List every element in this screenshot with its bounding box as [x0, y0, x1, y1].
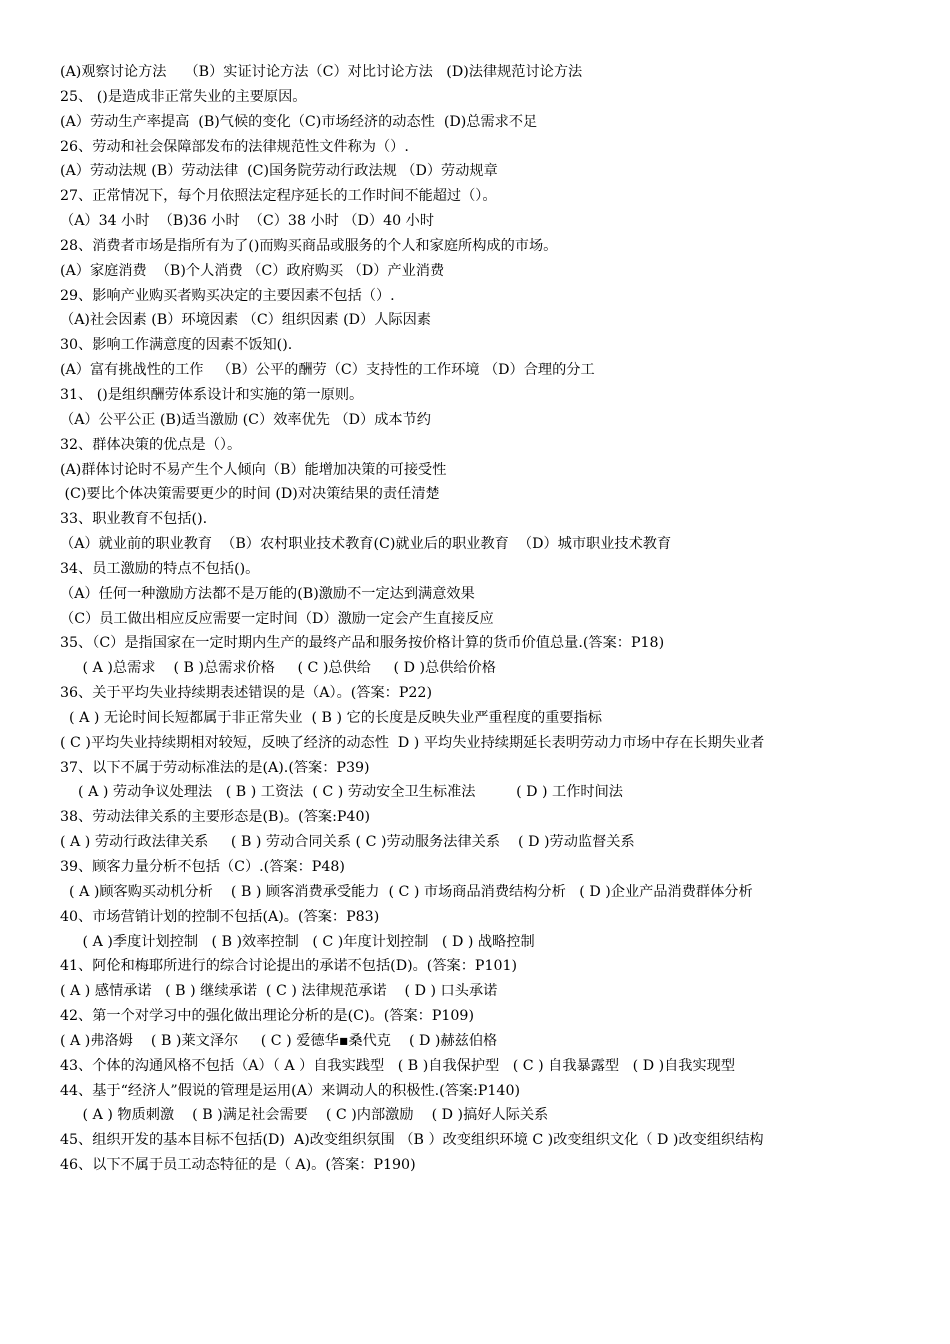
text-line: (A）劳动法规 (B）劳动法律 (C)国务院劳动行政法规 （D）劳动规章 [60, 163, 498, 180]
text-line: (A）劳动生产率提高 (B)气候的变化（C)市场经济的动态性 (D)总需求不足 [60, 113, 538, 130]
question-line: 38、劳动法律关系的主要形态是(B)。(答案:P40) [60, 809, 370, 826]
text-line: ( A ) 物质刺激 ( B )满足社会需要 ( C )内部激励 ( D )搞好人际关系 [60, 1107, 549, 1124]
question-line: 44、基于“经济人”假说的管理是运用(A）来调动人的积极性.(答案:P140) [60, 1082, 521, 1099]
text-line: ( C )平均失业持续期相对较短，反映了经济的动态性 D ) 平均失业持续期延长表明劳动力市场中存在长期失业者 [60, 734, 765, 751]
question-line: 37、以下不属于劳动标准法的是(A).(答案：P39) [60, 759, 370, 776]
question-line: 45、组织开发的基本目标不包括(D) A)改变组织氛围 （B ）改变组织环境 C )改变组织文化（ D )改变组织结构 [60, 1132, 764, 1149]
question-line: 28、消费者市场是指所有为了()而购买商品或服务的个人和家庭所构成的市场。 [60, 237, 558, 254]
question-line: 29、影响产业购买者购买决定的主要因素不包括（）. [60, 287, 395, 304]
text-line: （A）就业前的职业教育 （B）农村职业技术教育(C)就业后的职业教育 （D）城市职业技术教育 [60, 536, 672, 553]
question-line: 40、市场营销计划的控制不包括(A)。(答案：P83) [60, 908, 380, 925]
text-line: ( A )总需求 ( B )总需求价格 ( C )总供给 ( D )总供给价格 [60, 660, 496, 677]
question-line: 46、以下不属于员工动态特征的是（ A)。(答案：P190) [60, 1157, 416, 1174]
text-line: (A）富有挑战性的工作 （B）公平的酬劳（C）支持性的工作环境 （D）合理的分工 [60, 362, 595, 379]
text-line: ( A ) 无论时间长短都属于非正常失业 ( B ) 它的长度是反映失业严重程度的重要指标 [60, 709, 602, 726]
text-line: ( A )顾客购买动机分析 ( B ) 顾客消费承受能力 ( C ) 市场商品消费结构分析 ( D )企业产品消费群体分析 [60, 883, 753, 900]
question-line: 27、正常情况下，每个月依照法定程序延长的工作时间不能超过（）。 [60, 188, 497, 205]
question-line: 26、劳动和社会保障部发布的法律规范性文件称为（）. [60, 138, 409, 155]
question-line: 31、 ()是组织酬劳体系设计和实施的第一原则。 [60, 386, 364, 403]
question-line: 30、影响工作满意度的因素不饭知(). [60, 337, 293, 354]
question-line: 34、员工激励的特点不包括()。 [60, 560, 260, 577]
text-line: (A)群体讨论时不易产生个人倾向（B）能增加决策的可接受性 [60, 461, 447, 478]
question-line: 32、群体决策的优点是（）。 [60, 436, 242, 453]
document-page [60, 60, 890, 1178]
text-line: （A）34 小时 （B)36 小时 （C）38 小时 （D）40 小时 [60, 213, 435, 230]
text-line: （A）公平公正 (B)适当激励 (C）效率优先 （D）成本节约 [60, 411, 431, 428]
question-line: 36、关于平均失业持续期表述错误的是（A）。(答案：P22) [60, 685, 432, 702]
text-line: (A)观察讨论方法 （B）实证讨论方法（C）对比讨论方法 (D)法律规范讨论方法 [60, 64, 583, 80]
text-line: （C）员工做出相应反应需要一定时间（D）激励一定会产生直接反应 [60, 610, 494, 627]
text-line: （A）任何一种激励方法都不是万能的(B)激励不一定达到满意效果 [60, 585, 475, 602]
question-line: 39、顾客力量分析不包括（C）.(答案：P48) [60, 859, 345, 875]
question-line: 25、 ()是造成非正常失业的主要原因。 [60, 88, 307, 105]
text-line: ( A )季度计划控制 ( B )效率控制 ( C )年度计划控制 ( D ) 战略控制 [60, 933, 535, 950]
question-line: 33、职业教育不包括(). [60, 511, 208, 528]
text-line: (A）家庭消费 （B)个人消费 （C）政府购买 （D）产业消费 [60, 262, 445, 279]
text-line: ( A ) 感情承诺 ( B ) 继续承诺 ( C ) 法律规范承诺 ( D ) 口头承诺 [60, 983, 498, 1000]
text-line: (C)要比个体决策需要更少的时间 (D)对决策结果的责任清楚 [60, 486, 440, 503]
text-line: ( A ) 劳动行政法律关系 ( B ) 劳动合同关系 ( C )劳动服务法律关系 ( D )劳动监督关系 [60, 834, 635, 851]
question-line: 43、个体的沟通风格不包括（A）（ A ）自我实践型 ( B )自我保护型 ( C ) 自我暴露型 ( D )自我实现型 [60, 1057, 736, 1074]
text-line: （A)社会因素 (B）环境因素 （C）组织因素 (D）人际因素 [60, 312, 431, 329]
text-line: ( A )弗洛姆 ( B )莱文泽尔 ( C ) 爱德华▪桑代克 ( D )赫兹伯格 [60, 1032, 498, 1049]
question-line: 41、阿伦和梅耶所进行的综合讨论提出的承诺不包括(D)。(答案：P101) [60, 958, 518, 975]
question-line: 35、（C）是指国家在一定时期内生产的最终产品和服务按价格计算的货币价值总量.(答案：P18) [60, 635, 665, 652]
question-line: 42、第一个对学习中的强化做出理论分析的是(C)。(答案：P109) [60, 1008, 474, 1025]
text-line: ( A ) 劳动争议处理法 ( B ) 工资法 ( C ) 劳动安全卫生标准法 ( D ) 工作时间法 [60, 784, 623, 801]
